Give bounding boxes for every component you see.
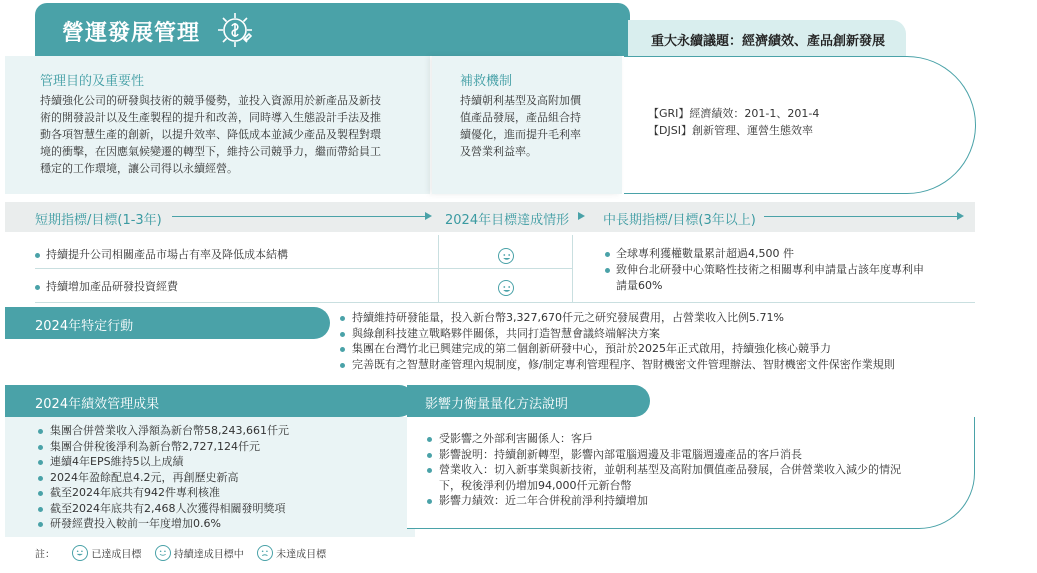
impact-item: 受影響之外部利害關係人：客戶 [427, 431, 962, 447]
performance-item: 研發經費投入較前一年度增加0.6% [38, 516, 408, 532]
legend-not-achieved-label: 未達成目標 [276, 549, 327, 561]
short-term-item-text: 持續增加產品研發投資經費 [46, 280, 178, 293]
gri-text [648, 105, 819, 139]
bullet-icon [605, 268, 610, 273]
short-term-item [35, 278, 178, 294]
material-topic-label: 重大永續議題：經濟績效、產品創新發展 [651, 34, 886, 49]
impact-item: 影響力績效：近二年合併稅前淨利持續增加 [427, 493, 962, 509]
divider [172, 216, 430, 217]
arrow-right-icon [957, 212, 964, 220]
long-term-item-text: 致伸台北研發中心策略性技術之相關專利申請量占該年度專利申 [616, 263, 924, 276]
legend-note: 註： [35, 549, 55, 561]
djsi-line: 【DJSI】創新管理、運營生態效率 [648, 124, 813, 137]
long-term-list [605, 246, 924, 294]
achieved-face-icon [498, 245, 514, 264]
achieved-face-icon [498, 277, 514, 296]
purpose-title: 管理目的及重要性 [40, 74, 145, 89]
gear-chart-icon [213, 8, 257, 52]
divider [764, 216, 958, 217]
short-term-item-text: 持續提升公司相關產品市場占有率及降低成本結構 [46, 248, 288, 261]
impact-list [427, 431, 962, 509]
impact-item: 影響說明：持續創新轉型，影響內部電腦週邊及非電腦週邊產品的客戶消長 [427, 447, 962, 463]
performance-item: 連續4年EPS維持5以上成績 [38, 454, 408, 470]
status-label: 2024年目標達成情形 [445, 213, 570, 228]
actions-list [340, 310, 970, 372]
legend-ongoing-label: 持續達成目標中 [173, 549, 244, 561]
achieved-face-icon [72, 545, 88, 561]
long-term-item [605, 246, 924, 262]
bullet-icon [35, 253, 40, 258]
action-item: 完善既有之智慧財產管理內規制度，修/制定專利管理程序、智財機密文件管理辦法、智財機密文件保密作業規則 [340, 357, 970, 373]
remedy-line: 及營業利益率。 [460, 145, 537, 158]
bullet-icon [605, 252, 610, 257]
page-title: 營運發展管理 [62, 21, 201, 46]
bullet-icon [35, 285, 40, 290]
actions-label: 2024年特定行動 [35, 319, 134, 334]
purpose-line: 術的開發設計以及生產製程的提升和改善，同時導入生態設計手法及推 [40, 111, 381, 124]
impact-label: 影響力衡量量化方法說明 [425, 397, 569, 412]
arrow-right-icon [578, 212, 585, 220]
legend [35, 545, 326, 561]
not-achieved-face-icon [257, 545, 273, 561]
performance-item: 2024年盈餘配息4.2元，再創歷史新高 [38, 470, 408, 486]
performance-item: 集團合併稅後淨利為新台幣2,727,124仟元 [38, 439, 408, 455]
purpose-line: 持續強化公司的研發與技術的競爭優勢，並投入資源用於新產品及新技 [40, 94, 381, 107]
long-term-item-text: 請量60% [616, 279, 663, 292]
short-term-label: 短期指標/目標(1-3年) [35, 213, 162, 228]
purpose-line: 境的衝擊，在因應氣候變遷的轉型下，維持公司競爭力，繼而帶給員工 [40, 145, 381, 158]
remedy-line: 持續朝利基型及高附加價 [460, 94, 581, 107]
long-term-item [605, 262, 924, 278]
divider [35, 302, 975, 303]
purpose-line: 動各項智慧生產的創新，以提升效率、降低成本並減少產品及製程對環 [40, 128, 381, 141]
arrow-right-icon [425, 212, 432, 220]
divider [572, 235, 573, 303]
short-term-item [35, 246, 288, 262]
long-term-label: 中長期指標/目標(3年以上) [603, 213, 756, 228]
impact-item-continued: 下，稅後淨利仍增加94,000仟元新台幣 [439, 478, 632, 492]
gri-line: 【GRI】經濟績效：201-1、201-4 [648, 107, 820, 120]
purpose-line: 穩定的工作環境，讓公司得以永續經營。 [40, 162, 238, 175]
action-item: 集團在台灣竹北已興建完成的第二個創新研發中心，預計於2025年正式啟用，持續強化核心競爭力 [340, 341, 970, 357]
remedy-line: 續優化，進而提升毛利率 [460, 128, 581, 141]
action-item: 持續維持研發能量，投入新台幣3,327,670仟元之研究發展費用，占營業收入比例5.71% [340, 310, 970, 326]
long-term-item-text: 全球專利獲權數量累計超過4,500 件 [616, 247, 794, 260]
divider [35, 268, 572, 269]
ongoing-face-icon [155, 545, 171, 561]
remedy-title: 補救機制 [460, 74, 513, 89]
legend-achieved-label: 已達成目標 [91, 549, 142, 561]
action-item: 與綠創科技建立戰略夥伴關係，共同打造智慧會議終端解決方案 [340, 326, 970, 342]
remedy-text [460, 92, 610, 160]
performance-item: 截至2024年底共有2,468人次獲得相關發明獎項 [38, 501, 408, 517]
remedy-line: 值產品發展，產品組合持 [460, 111, 581, 124]
performance-item: 截至2024年底共有942件專利核准 [38, 485, 408, 501]
impact-item: 營業收入：切入新事業與新技術，並朝利基型及高附加價值產品發展，合併營業收入減少的情況 [427, 462, 962, 478]
purpose-text [40, 92, 425, 177]
performance-label: 2024年績效管理成果 [35, 397, 160, 412]
performance-item: 集團合併營業收入淨額為新台幣58,243,661仟元 [38, 423, 408, 439]
performance-list [38, 423, 408, 532]
divider [438, 235, 439, 303]
